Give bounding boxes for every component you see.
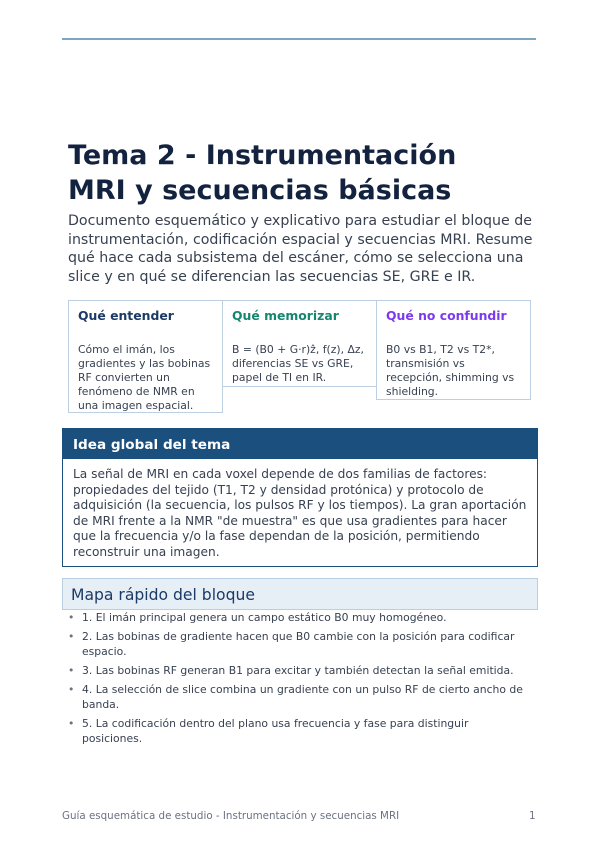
list-item [66, 682, 530, 712]
idea-global-heading: Idea global del tema [63, 429, 537, 459]
header-rule [62, 38, 536, 40]
card-que-no-confundir [376, 300, 531, 400]
footer-text: Guía esquemática de estudio - Instrumentación y secuencias MRI [62, 810, 400, 822]
list-item-text: 4. La selección de slice combina un gradiente con un pulso RF de cierto ancho de banda. [82, 683, 523, 711]
card-que-entender [68, 300, 223, 413]
idea-global-box [62, 428, 538, 567]
list-item [66, 610, 530, 625]
list-item-text: 2. Las bobinas de gradiente hacen que B0 cambie con la posición para codificar espacio. [82, 630, 515, 658]
intro-paragraph: Documento esquemático y explicativo para estudiar el bloque de instrumentación, codificación espacial y secuencias MRI. Resume qué hace cada subsistema del escáner, cómo se selecciona una slice y en qué se diferencian las secuencias SE, GRE e IR. [68, 213, 533, 285]
list-item-text: 1. El imán principal genera un campo estático B0 muy homogéneo. [82, 611, 447, 624]
mapa-rapido-heading: Mapa rápido del bloque [62, 578, 538, 610]
page-number: 1 [529, 810, 536, 822]
list-item [66, 663, 530, 678]
card-title: Qué memorizar [232, 308, 339, 323]
list-item [66, 716, 530, 746]
title-line-1: Tema 2 - Instrumentación [68, 140, 457, 171]
card-que-memorizar [222, 300, 377, 387]
bullet-icon: • [68, 611, 75, 624]
bullet-icon: • [68, 717, 75, 730]
card-body: B = (B0 + G·r)ẑ, f(z), Δz, diferencias SE vs GRE, papel de TI en IR. [232, 343, 364, 384]
card-body: B0 vs B1, T2 vs T2*, transmisión vs recepción, shimming vs shielding. [386, 343, 515, 398]
bullet-icon: • [68, 664, 75, 677]
page-title [68, 138, 538, 208]
card-body: Cómo el imán, los gradientes y las bobinas RF convierten un fenómeno de NMR en una imagen espacial. [78, 343, 211, 412]
list-item-text: 5. La codificación dentro del plano usa frecuencia y fase para distinguir posiciones. [82, 717, 469, 745]
bullet-icon: • [68, 630, 75, 643]
bullet-icon: • [68, 683, 75, 696]
idea-global-body: La señal de MRI en cada voxel depende de dos familias de factores: propiedades del tejido (T1, T2 y densidad protónica) y protocolo de adquisición (la secuencia, los pulsos RF y los tiempos). La gran aportación de MRI frente a la NMR "de muestra" es que usa gradientes para hacer que la frecuencia y/o la fase dependan de la posición, permitiendo reconstruir una imagen. [73, 467, 527, 559]
list-item-text: 3. Las bobinas RF generan B1 para excitar y también detectan la señal emitida. [82, 664, 514, 677]
card-title: Qué entender [78, 308, 174, 323]
list-item [66, 629, 530, 659]
mapa-rapido-list [66, 610, 530, 750]
card-title: Qué no confundir [386, 308, 507, 323]
title-line-2: MRI y secuencias básicas [68, 175, 452, 206]
